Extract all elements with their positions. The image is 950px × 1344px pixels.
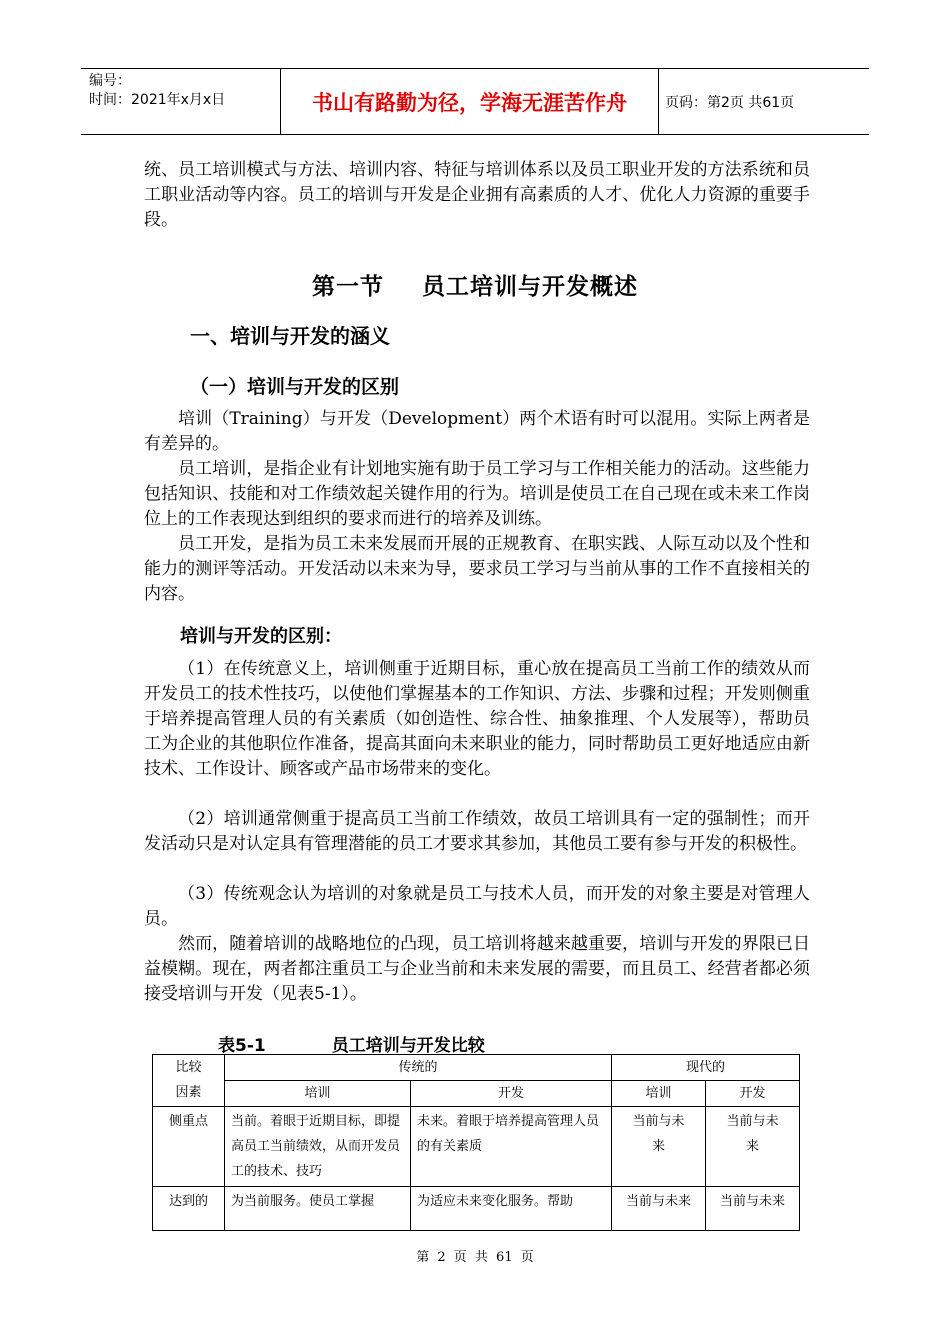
cell-traditional-development: 未来。着眼于培养提高管理人员的有关素质 [411,1107,612,1187]
heading-level-3: （一）培训与开发的区别 [190,376,400,398]
difference-point-1: （1）在传统意义上，培训侧重于近期目标，重心放在提高员工当前工作的绩效从而开发员工的技术性技巧，以使他们掌握基本的工作知识、方法、步骤和过程；开发则侧重于培养提高管理人员的有关素质（如创造性、综合性、抽象推理、个人发展等），帮助员工为企业的其他职位作准备，提高其面向未来职业的能力，同时帮助员工更好地适应由新技术、工作设计、顾客或产品市场带来的变化。 [144,659,810,779]
section-title [0,268,950,301]
group-traditional: 传统的 [225,1055,612,1081]
table-title: 员工培训与开发比较 [331,1036,485,1056]
corner-bottom-label: 因素 [175,1085,202,1100]
document-number-label: 编号： [89,73,131,89]
col-modern-development: 开发 [706,1081,800,1107]
header-meta [81,69,281,134]
table-row [153,1107,800,1187]
paragraph-training-definition: 员工培训，是指企业有计划地实施有助于员工学习与工作相关能力的活动。这些能力包括知识、技能和对工作绩效起关键作用的行为。培训是使员工在自己现在或未来工作岗位上的工作表现达到组织的要求而进行的培养及训练。 [144,459,810,529]
intro-paragraph: 统、员工培训模式与方法、培训内容、特征与培训体系以及员工职业开发的方法系统和员工职业活动等内容。员工的培训与开发是企业拥有高素质的人才、优化人力资源的重要手段。 [144,160,810,230]
cell-modern-training: 当前与未来 [612,1187,706,1231]
corner-top-label: 比较 [175,1060,202,1075]
page-header [81,68,869,135]
difference-point-2: （2）培训通常侧重于提高员工当前工作绩效，故员工培训具有一定的强制性；而开发活动只是对认定具有管理潜能的员工才要求其参加，其他员工要有参与开发的积极性。 [144,809,810,854]
group-modern: 现代的 [612,1055,800,1081]
cell-traditional-development: 为适应未来变化服务。帮助 [411,1187,612,1231]
section-heading: 员工培训与开发概述 [422,274,638,300]
header-motto: 书山有路勤为径，学海无涯苦作舟 [281,69,659,134]
section-number: 第一节 [312,274,384,300]
page-footer: 第 2 页 共 61 页 [416,1250,534,1265]
paragraph-terms: 培训（Training）与开发（Development）两个术语有时可以混用。实际上两者是有差异的。 [144,409,810,454]
cell-modern-development: 当前与未来 [706,1107,800,1187]
table-number: 表5-1 [218,1036,266,1056]
cell-modern-training: 当前与未来 [612,1107,706,1187]
header-page-info: 页码：第2页 共61页 [665,94,795,111]
row-factor: 侧重点 [153,1107,225,1187]
heading-level-2: 一、培训与开发的涵义 [190,324,390,348]
row-factor: 达到的 [153,1187,225,1231]
table-header-row [153,1055,800,1081]
table-row [153,1187,800,1231]
cell-modern-development: 当前与未来 [706,1187,800,1231]
corner-cell [153,1055,225,1107]
document-time-label: 时间：2021年x月x日 [89,92,226,108]
table-caption [218,1031,485,1056]
cell-traditional-training: 为当前服务。使员工掌握 [225,1187,411,1231]
col-traditional-training: 培训 [225,1081,411,1107]
table-subheader-row [153,1081,800,1107]
difference-point-3: （3）传统观念认为培训的对象就是员工与技术人员，而开发的对象主要是对管理人员。 [144,884,810,929]
cell-traditional-training: 当前。着眼于近期目标，即提高员工当前绩效，从而开发员工的技术、技巧 [225,1107,411,1187]
paragraph-conclusion: 然而，随着培训的战略地位的凸现，员工培训将越来越重要，培训与开发的界限已日益模糊。现在，两者都注重员工与企业当前和未来发展的需要，而且员工、经营者都必须接受培训与开发（见表5-1）。 [144,934,810,1004]
comparison-table [152,1054,800,1231]
col-traditional-development: 开发 [411,1081,612,1107]
paragraph-development-definition: 员工开发，是指为员工未来发展而开展的正规教育、在职实践、人际互动以及个性和能力的测评等活动。开发活动以未来为导，要求员工学习与当前从事的工作不直接相关的内容。 [144,534,810,604]
heading-differences: 培训与开发的区别： [180,626,342,647]
col-modern-training: 培训 [612,1081,706,1107]
